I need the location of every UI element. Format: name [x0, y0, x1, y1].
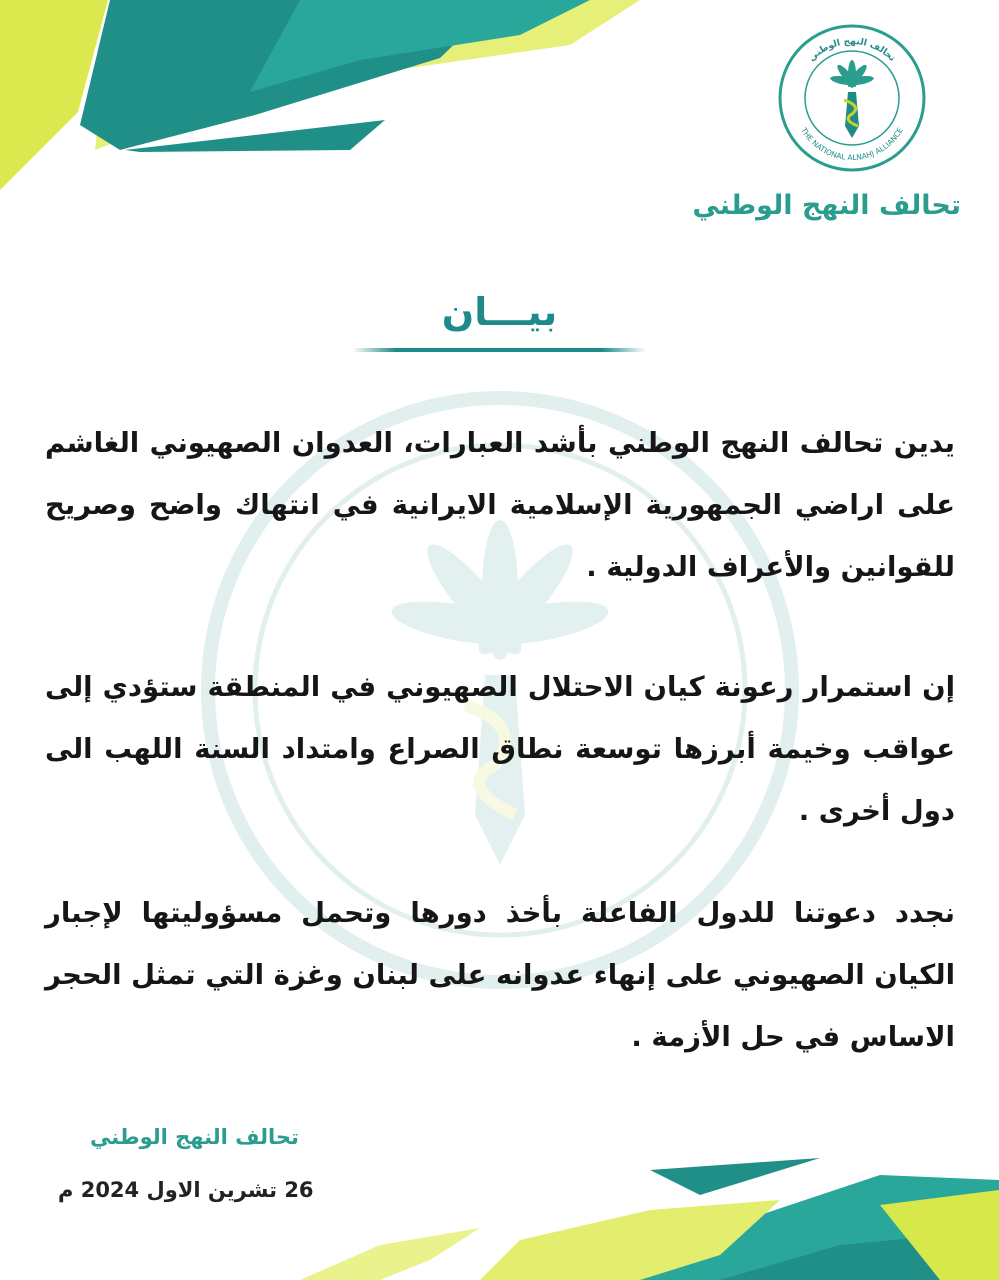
page-title: بيـــان: [441, 290, 558, 334]
paragraph-2: إن استمرار رعونة كيان الاحتلال الصهيوني في المنطقة ستؤدي إلى عواقب وخيمة أبرزها توسعة نطاق الصراع وامتداد السنة اللهب الى دول أخرى .: [45, 671, 955, 827]
title-underline: [352, 348, 646, 352]
paragraph-3: نجدد دعوتنا للدول الفاعلة بأخذ دورها وتحمل مسؤوليتها لإجبار الكيان الصهيوني على إنهاء عدوانه على لبنان وغزة التي تمثل الحجر الاساس في حل الأزمة .: [45, 897, 955, 1053]
footer-signature: تحالف النهج الوطني: [90, 1125, 299, 1149]
logo-arabic-text: تحالف النهج الوطني: [807, 36, 897, 64]
footer-date: 26 تشرين الاول 2024 م: [58, 1178, 314, 1202]
logo-emblem: [776, 22, 928, 174]
logo-english-text: THE NATIONAL ALNAHJ ALLIANCE: [799, 126, 905, 163]
org-name-header: تحالف النهج الوطني: [692, 190, 961, 221]
paragraph-1: يدين تحالف النهج الوطني بأشد العبارات، العدوان الصهيوني الغاشم على اراضي الجمهورية الإسلامية الايرانية في انتهاك واضح وصريح للقوانين والأعراف الدولية .: [45, 427, 955, 583]
